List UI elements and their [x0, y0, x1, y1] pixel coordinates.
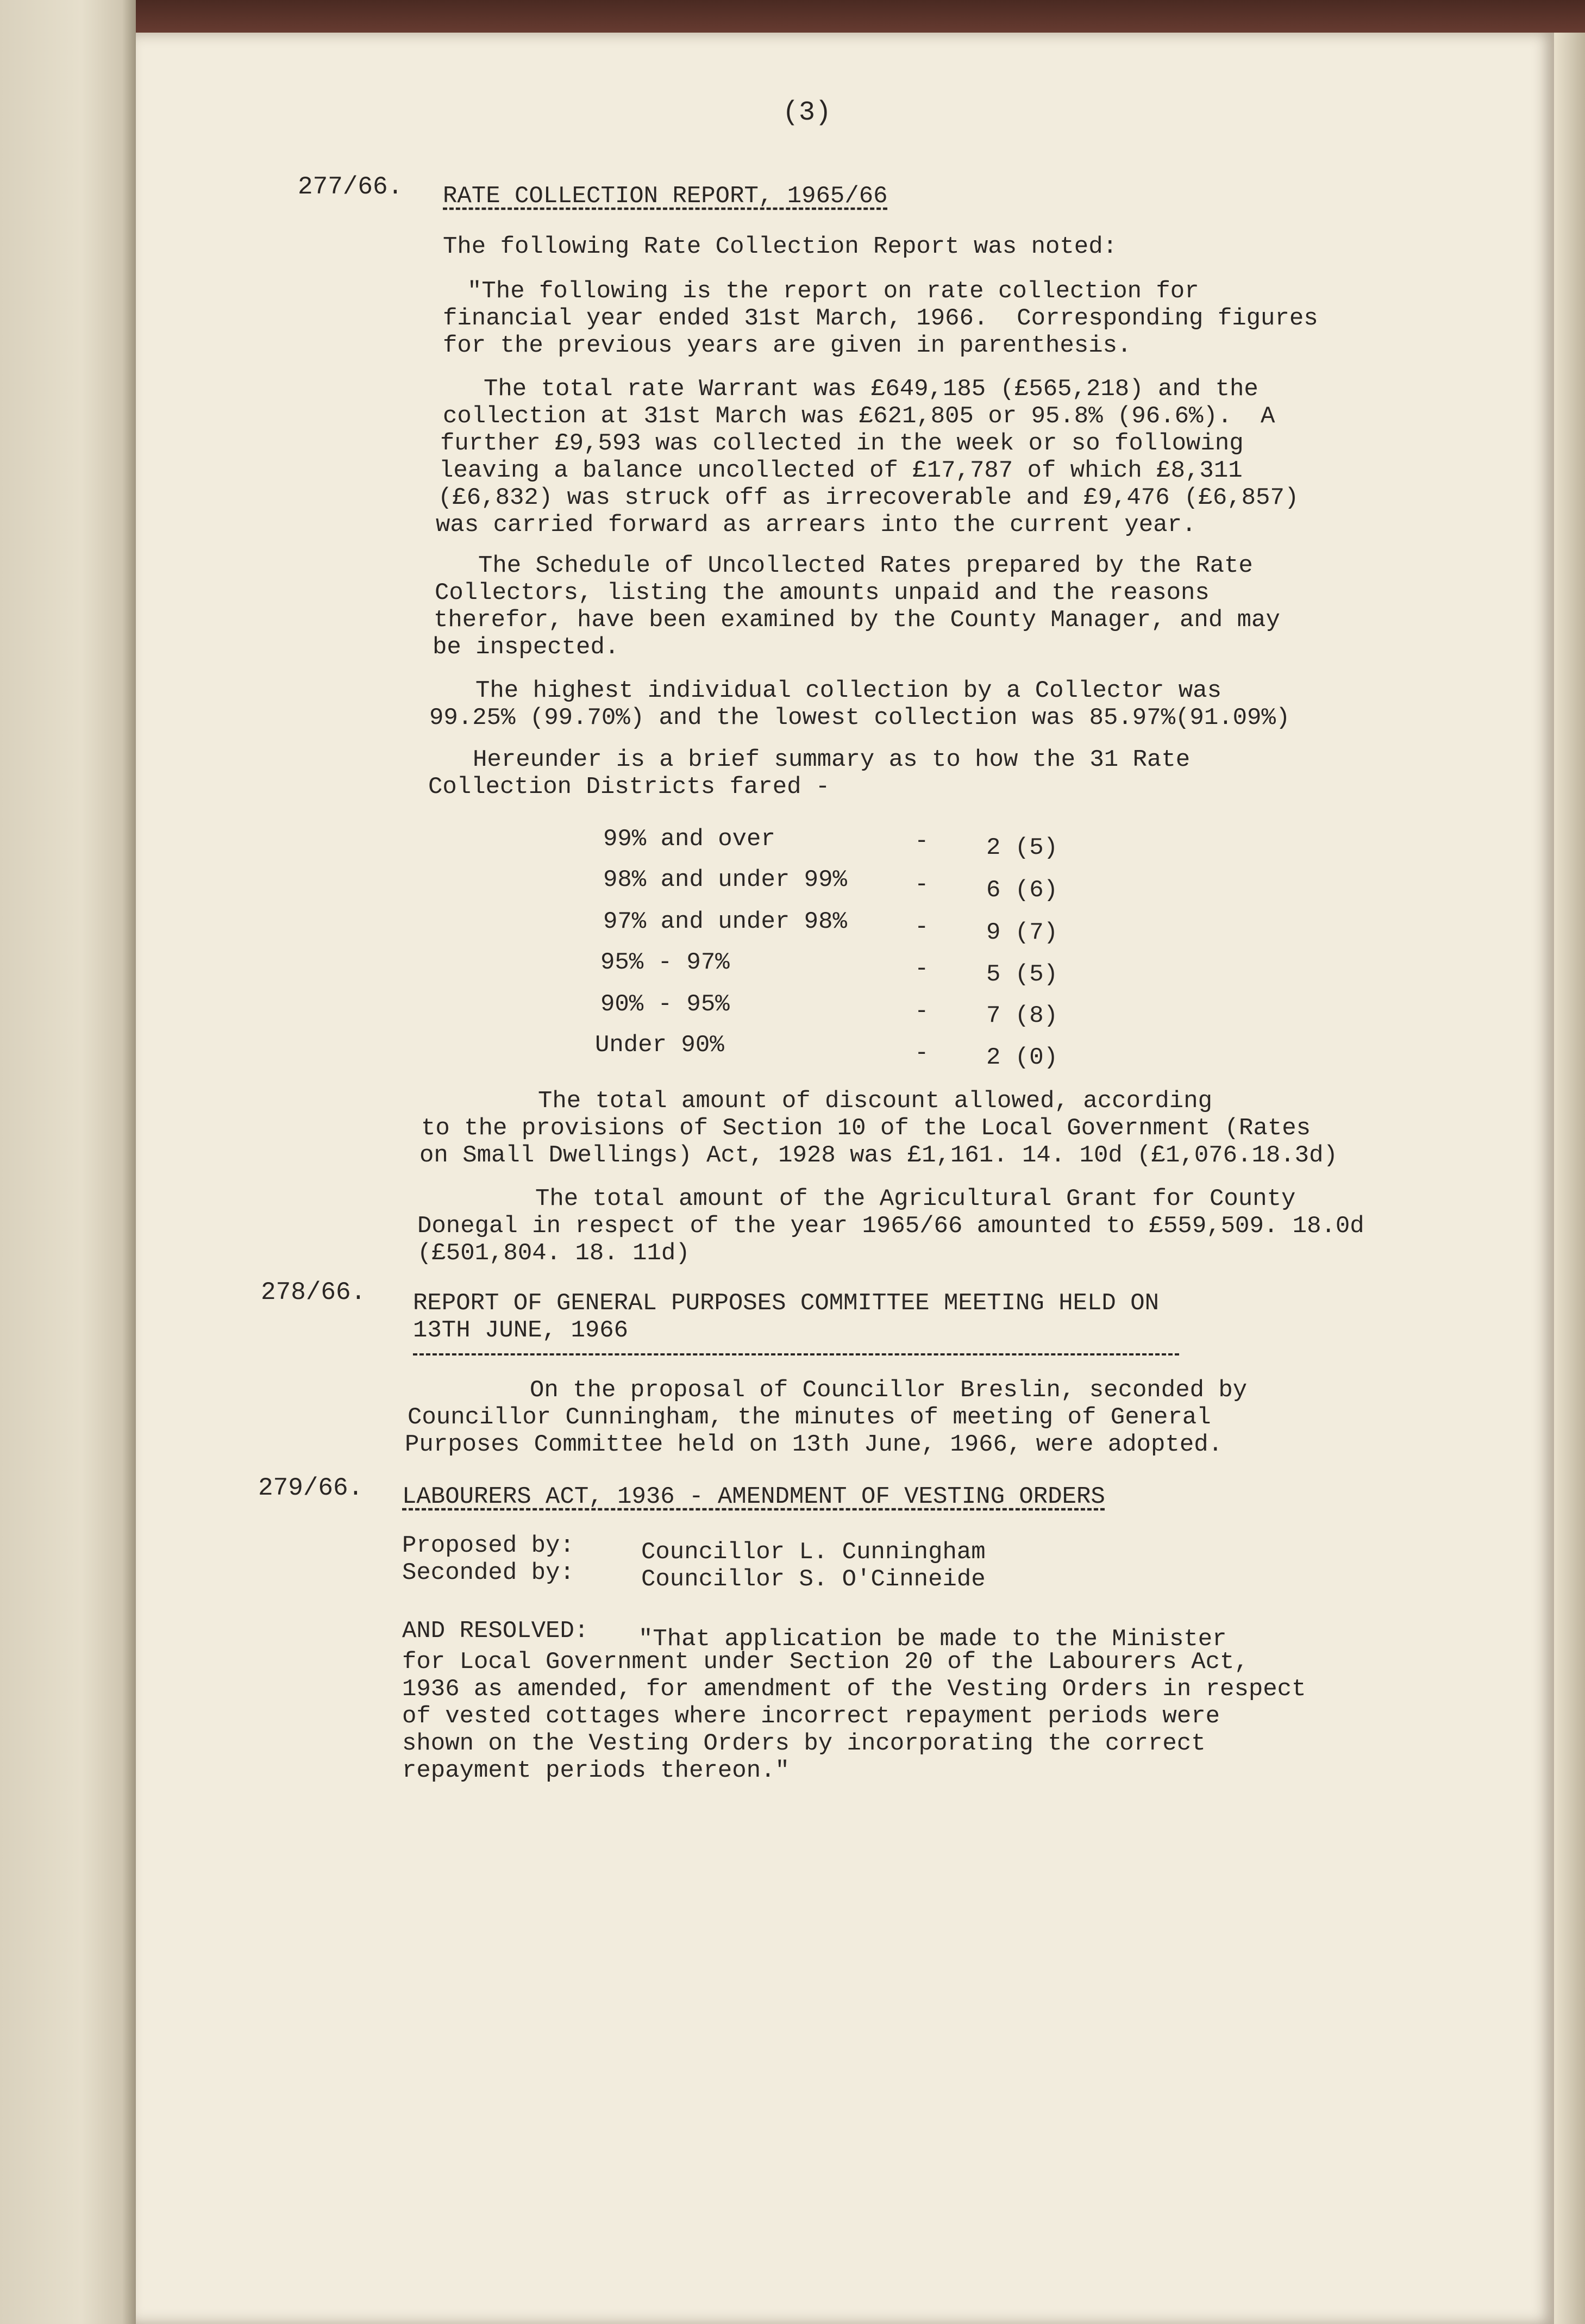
text-line: The following Rate Collection Report was noted: [443, 233, 1118, 260]
heading-277: RATE COLLECTION REPORT, 1965/66 [443, 183, 888, 210]
table-dash: - [914, 871, 929, 898]
heading-underline [413, 1353, 1179, 1355]
text-line: Hereunder is a brief summary as to how the 31 Rate [473, 746, 1191, 773]
table-band: 99% and over [603, 826, 775, 853]
table-count: 2 (0) [986, 1044, 1058, 1071]
table-dash: - [914, 914, 929, 941]
seconded-value: Councillor S. O'Cinneide [641, 1566, 986, 1593]
text-line: be inspected. [433, 634, 619, 661]
text-line: financial year ended 31st March, 1966. Corresponding figures [443, 305, 1318, 332]
table-count: 6 (6) [986, 877, 1058, 904]
table-count: 9 (7) [986, 919, 1058, 946]
page-edge [1554, 33, 1585, 2324]
item-number-279: 279/66. [258, 1474, 364, 1502]
table-count: 2 (5) [986, 834, 1058, 861]
text-line: Councillor Cunningham, the minutes of meeting of General [408, 1404, 1211, 1431]
table-band: 95% - 97% [600, 949, 730, 976]
page-number: (3) [782, 97, 832, 128]
text-line: 99.25% (99.70%) and the lowest collection was 85.97%(91.09%) [429, 704, 1290, 732]
text-line: of vested cottages where incorrect repayment periods were [402, 1703, 1220, 1730]
text-line: to the provisions of Section 10 of the Local Government (Rates [421, 1115, 1311, 1142]
table-band: Under 90% [595, 1032, 724, 1059]
item-number-278: 278/66. [261, 1278, 366, 1307]
table-band: 90% - 95% [600, 991, 730, 1018]
table-band: 98% and under 99% [603, 866, 847, 894]
text-line: was carried forward as arrears into the current year. [436, 511, 1196, 539]
text-line: The total rate Warrant was £649,185 (£565,218) and the [484, 376, 1258, 403]
text-line: (£6,832) was struck off as irrecoverable and £9,476 (£6,857) [438, 484, 1299, 511]
text-line: The total amount of the Agricultural Grant for County [535, 1185, 1296, 1213]
text-line: The highest individual collection by a Collector was [475, 677, 1222, 704]
text-line: further £9,593 was collected in the week or so following [440, 430, 1244, 457]
text-line: "The following is the report on rate collection for [467, 278, 1199, 305]
proposed-value: Councillor L. Cunningham [641, 1539, 986, 1566]
text-line: on Small Dwellings) Act, 1928 was £1,161. 14. 10d (£1,076.18.3d) [419, 1142, 1338, 1169]
text-line: collection at 31st March was £621,805 or 95.8% (96.6%). A [443, 403, 1275, 430]
table-band: 97% and under 98% [603, 908, 847, 935]
text-line: shown on the Vesting Orders by incorporating the correct [402, 1730, 1206, 1757]
item-number-277: 277/66. [298, 173, 403, 201]
text-line: leaving a balance uncollected of £17,787 of which £8,311 [439, 457, 1243, 484]
heading-278-line2: 13TH JUNE, 1966 [413, 1317, 629, 1344]
heading-279: LABOURERS ACT, 1936 - AMENDMENT OF VESTING ORDERS [402, 1483, 1105, 1510]
text-line: therefor, have been examined by the County Manager, and may [434, 607, 1280, 634]
text-line: Donegal in respect of the year 1965/66 amounted to £559,509. 18.0d [417, 1213, 1364, 1240]
text-line: 1936 as amended, for amendment of the Vesting Orders in respect [402, 1676, 1306, 1703]
proposed-label: Proposed by: [402, 1532, 574, 1559]
heading-278-line1: REPORT OF GENERAL PURPOSES COMMITTEE MEETING HELD ON [413, 1290, 1160, 1317]
table-dash: - [914, 828, 929, 855]
table-count: 7 (8) [986, 1002, 1058, 1029]
table-dash: - [914, 955, 929, 983]
text-line: On the proposal of Councillor Breslin, seconded by [530, 1377, 1248, 1404]
text-line: (£501,804. 18. 11d) [417, 1240, 690, 1267]
table-dash: - [914, 1040, 929, 1067]
resolved-label: AND RESOLVED: [402, 1617, 589, 1645]
text-line: "That application be made to the Minister [638, 1626, 1227, 1653]
text-line: Collection Districts fared - [428, 773, 830, 801]
table-count: 5 (5) [986, 961, 1058, 988]
text-line: for Local Government under Section 20 of the Labourers Act, [402, 1648, 1249, 1676]
text-line: Purposes Committee held on 13th June, 1966, were adopted. [405, 1431, 1223, 1458]
text-line: Collectors, listing the amounts unpaid and the reasons [435, 579, 1210, 607]
text-line: The Schedule of Uncollected Rates prepared by the Rate [478, 552, 1253, 579]
binding-left [0, 0, 136, 2324]
text-line: repayment periods thereon." [402, 1757, 790, 1784]
seconded-label: Seconded by: [402, 1559, 574, 1586]
text-line: for the previous years are given in parenthesis. [443, 332, 1132, 359]
text-line: The total amount of discount allowed, according [538, 1088, 1213, 1115]
table-dash: - [914, 998, 929, 1025]
